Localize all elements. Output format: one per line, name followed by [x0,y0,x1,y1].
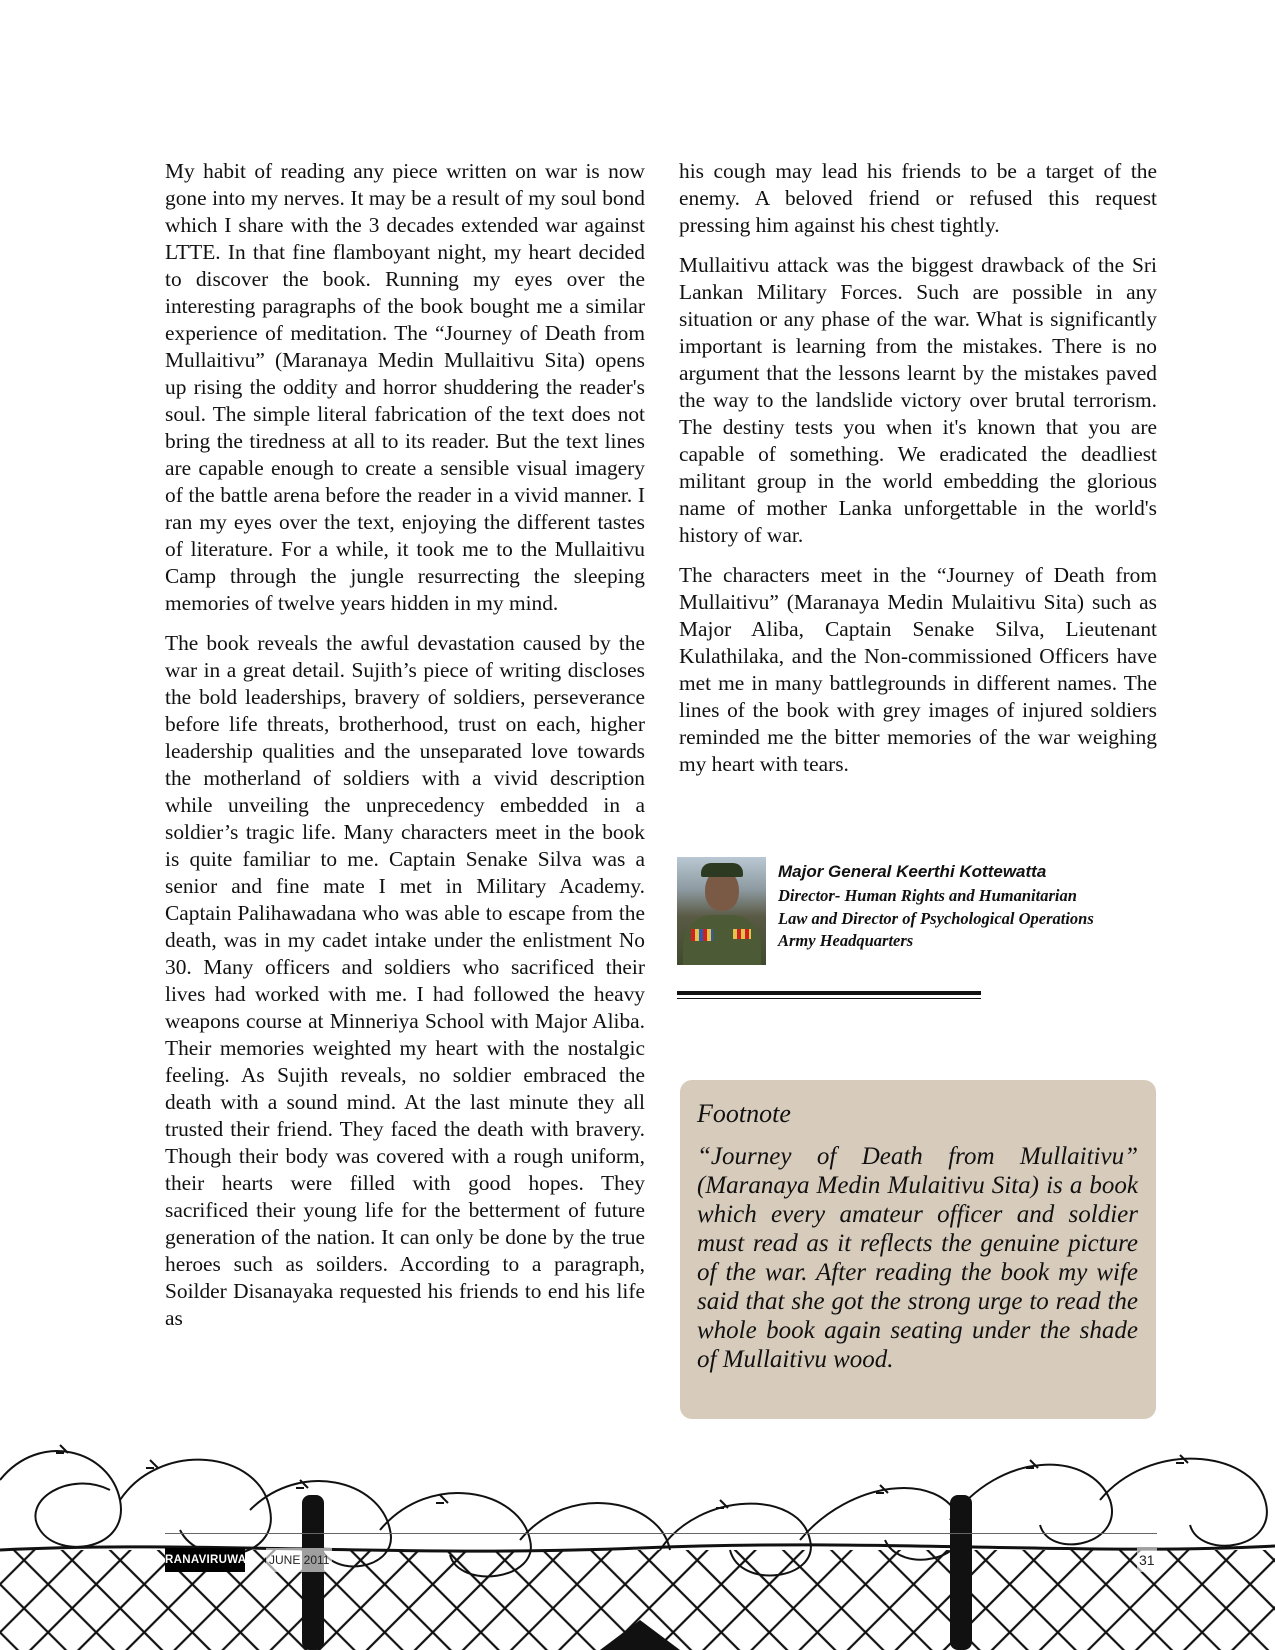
article-right-column [679,158,1157,791]
author-photo [677,857,766,965]
paragraph: Mullaitivu attack was the biggest drawback of the Sri Lankan Military Forces. Such are possible in any situation or any phase of the war. What is significantly important is learning from the mistakes. There is no argument that the lessons learnt by the mistakes paved the way to the landslide victory over brutal terrorism. The destiny tests you when it's known that you are capable of something. We eradicated the deadliest militant group in the world embedding the glorious name of mother Lanka unforgettable in the world's history of war. [679,253,1157,547]
footnote-title: Footnote [697,1099,791,1128]
footnote-box [680,1080,1156,1419]
divider [677,998,981,999]
author-text [778,861,1158,953]
footnote-text: “Journey of Death from Mullaitivu” (Maranaya Medin Mulaitivu Sita) is a book which every amateur officer and soldier must read as it reflects the genuine picture of the war. After reading the book my wife said that she got the strong urge to read the whole book again seating under the shade of Mullaitivu wood. [697,1143,1138,1373]
paragraph: The characters meet in the “Journey of Death from Mullaitivu” (Maranaya Medin Mulaitivu Sita) such as Major Aliba, Captain Senake Silva, Lieutenant Kulathilaka, and the Non-commissioned Officers have met me in many battlegrounds in different names. The lines of the book with grey images of injured soldiers reminded me the bitter memories of the war weighing my heart with tears. [679,563,1157,776]
article-left-column [165,158,645,1345]
barbed-wire-fence-icon [0,1440,1275,1650]
author-role-line: Law and Director of Psychological Operations [778,908,1094,928]
paragraph: My habit of reading any piece written on war is now gone into my nerves. It may be a result of my soul bond which I share with the 3 decades extended war against LTTE. In that fine flamboyant night, my heart decided to discover the book. Running my eyes over the interesting paragraphs of the book bought me a similar experience of meditation. The “Journey of Death from Mullaitivu” (Maranaya Medin Mullaitivu Sita) opens up rising the oddity and horror shuddering the reader's soul. The simple literal fabrication of the text does not bring the tiredness at all to its reader. But the text lines are capable enough to create a sensible visual imagery of the battle arena before the reader in a vivid manner. I ran my eyes over the text, enjoying the different tastes of literature. For a while, it took me to the Mullaitivu Camp through the jungle resurrecting the sleeping memories of twelve years hidden in my mind. [165,159,645,615]
paragraph: his cough may lead his friends to be a target of the enemy. A beloved friend or refused this request pressing him against his chest tightly. [679,159,1157,237]
author-block [677,857,1157,965]
footer-rule [165,1533,1157,1534]
divider [677,991,981,995]
author-role-line: Director- Human Rights and Humanitarian [778,886,1077,905]
paragraph: The book reveals the awful devastation caused by the war in a great detail. Sujith’s piece of writing discloses the bold leaderships, bravery of soldiers, perseverance before life threats, brotherhood, trust on each, higher leadership qualities and the unseparated love towards the motherland of soldiers with a vivid description while unveiling the unprecedency embedded in a soldier’s tragic life. Many characters meet in the book is quite familiar to me. Captain Senake Silva was a senior and fine mate I met in Military Academy. Captain Palihawadana who was able to escape from the death, was in my cadet intake under the enlistment No 30. Many officers and soldiers who sacrificed their lives had worked with me. I had followed the heavy weapons course at Minneriya School with Major Aliba. Their memories weighted my heart with the nostalgic feeling. As Sujith reveals, no soldier embraced the death with a sound mind. At the last minute they all trusted their friend. They faced the death with bravery. Though their body was covered with a rough uniform, their hearts were filled with good hopes. They sacrificed their young life for the betterment of future generation of the nation. It can only be done by the true heroes such as soilders. According to a paragraph, Soilder Disanayaka requested his friends to end his life as [165,631,645,1330]
author-role-line: Army Headquarters [778,931,914,950]
magazine-name: RANAVIRUWA [165,1548,245,1572]
author-name: Major General Keerthi Kottewatta [778,862,1047,881]
issue-date: JUNE 2011 [266,1548,332,1572]
page-number: 31 [1137,1548,1157,1572]
